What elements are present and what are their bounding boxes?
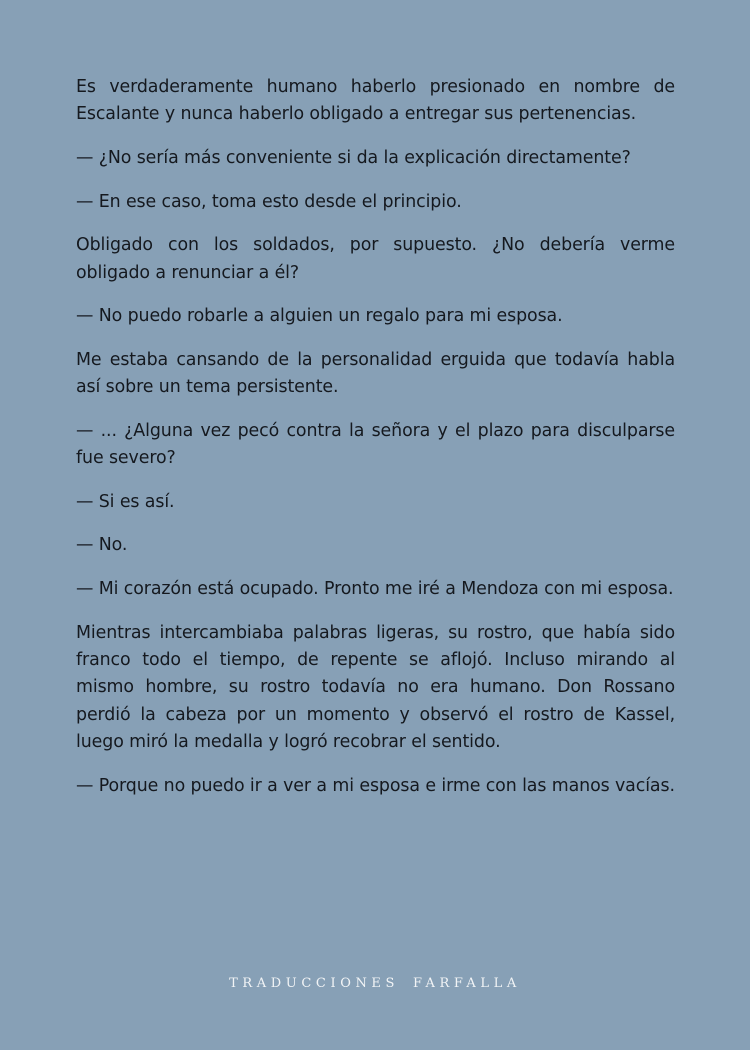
dialogue-line: — ¿No sería más conveniente si da la explicación directamente? xyxy=(76,148,631,168)
dialogue-line: — En ese caso, toma esto desde el principio. xyxy=(76,191,462,212)
paragraph: Es verdaderamente humano haberlo presionado en nombre de Escalante y nunca haberlo obligado a entregar sus pertenencias. xyxy=(76,77,675,125)
dialogue-line: — Si es así. xyxy=(76,491,175,512)
footer-word-farfalla: FARFALLA xyxy=(413,976,521,991)
dialogue-line: — Porque no puedo ir a ver a mi esposa e irme con las manos vacías. xyxy=(76,775,675,796)
dialogue-line: — Mi corazón está ocupado. Pronto me iré a Mendoza con mi esposa. xyxy=(76,578,674,599)
footer-credit xyxy=(0,976,750,991)
page-body xyxy=(76,74,675,816)
paragraph: Mientras intercambiaba palabras ligeras, su rostro, que había sido franco todo el tiempo, de repente se aflojó. Incluso mirando al mismo hombre, su rostro todavía no era humano. Don Rossano perdió la cabeza por un momento y observó el rostro de Kassel, luego miró la medalla y logró recobrar el sentido. xyxy=(76,622,675,753)
dialogue-line: — No puedo robarle a alguien un regalo para mi esposa. xyxy=(76,306,563,327)
dialogue-line: — No. xyxy=(76,535,128,556)
footer-word-traducciones: TRADUCCIONES xyxy=(229,976,400,991)
paragraph: Me estaba cansando de la personalidad erguida que todavía habla así sobre un tema persistente. xyxy=(76,349,675,398)
dialogue-line: — ... ¿Alguna vez pecó contra la señora y el plazo para disculparse fue severo? xyxy=(76,420,675,469)
paragraph: Obligado con los soldados, por supuesto. ¿No debería verme obligado a renunciar a él? xyxy=(76,235,675,283)
